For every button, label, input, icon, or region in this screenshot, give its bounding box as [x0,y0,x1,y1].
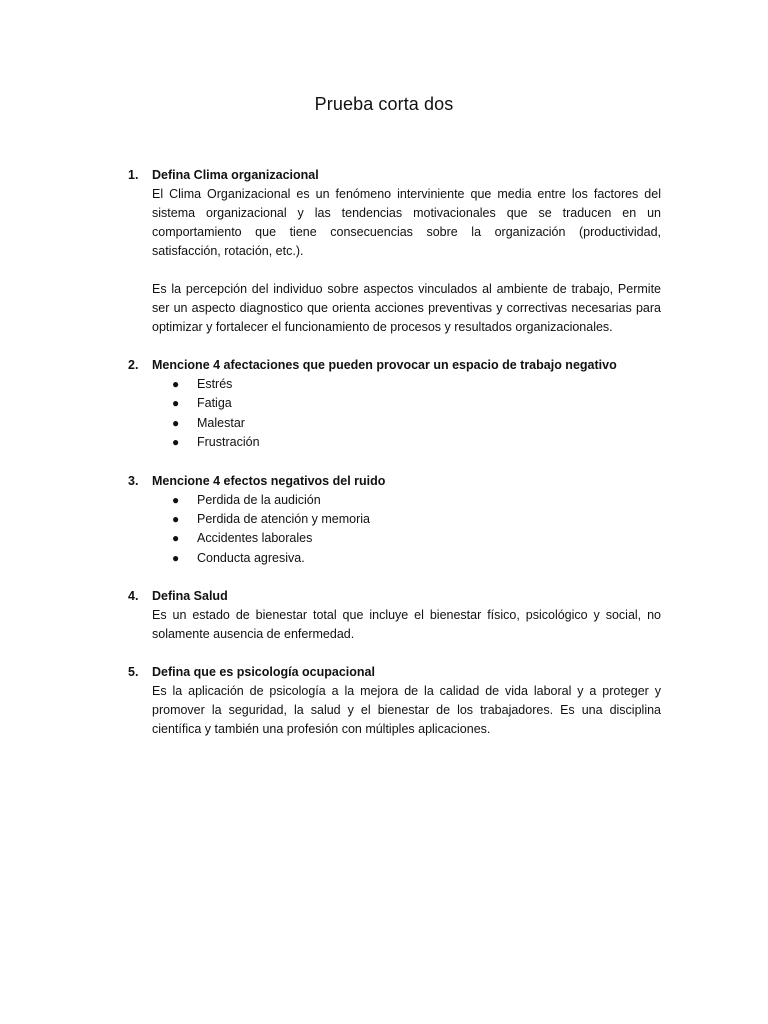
bullet-icon: ● [172,377,180,391]
answer-paragraph: Es la aplicación de psicología a la mejora de la calidad de vida laboral y a proteger y promover la seguridad, la salud y el bienestar de los trabajadores. Es una disciplina científica y también una profesión con múltiples aplicaciones. [152,684,661,737]
answer-paragraph: El Clima Organizacional es un fenómeno interviniente que media entre los factores del sistema organizacional y las tendencias motivacionales que se traducen en un comportamiento que tiene consecuencias sobre la organización (productividad, satisfacción, rotación, etc.). [152,187,661,258]
list-item-text: Perdida de atención y memoria [197,512,371,527]
list-item-text: Frustración [197,435,260,450]
question-number: 2. [128,358,139,372]
question-list [128,166,661,758]
answer-bullet-list [152,375,661,453]
list-item [152,549,661,568]
question-3 [128,472,661,569]
answer-paragraph: Es la percepción del individuo sobre aspectos vinculados al ambiente de trabajo, Permite ser un aspecto diagnostico que orienta acciones preventivas y correctivas necesarias para optimizar y fortalecer el funcionamiento de procesos y resultados organizacionales. [152,282,661,334]
list-item-text: Accidentes laborales [197,531,313,546]
answer-bullet-list [152,491,661,569]
list-item-text: Conducta agresiva. [197,550,305,565]
list-item-text: Estrés [197,377,233,391]
list-item [152,529,661,548]
question-1 [128,166,661,337]
answer-paragraph: Es un estado de bienestar total que incluye el bienestar físico, psicológico y social, no solamente ausencia de enfermedad. [152,608,661,642]
question-title: Defina Clima organizacional [152,168,319,182]
list-item [152,394,661,413]
question-2 [128,356,661,453]
question-number: 5. [128,665,139,680]
question-title: Defina Salud [152,589,228,604]
list-item [152,375,661,394]
question-5 [128,663,661,739]
question-title: Mencione 4 efectos negativos del ruido [152,473,386,488]
bullet-icon: ● [172,415,180,430]
question-title: Defina que es psicología ocupacional [152,665,375,680]
list-item [152,510,661,529]
bullet-icon: ● [172,550,180,565]
question-number: 1. [128,168,139,182]
question-title: Mencione 4 afectaciones que pueden provocar un espacio de trabajo negativo [152,358,617,372]
list-item-text: Fatiga [197,396,232,411]
list-item-text: Perdida de la audición [197,492,321,507]
bullet-icon: ● [172,492,180,507]
list-item [152,491,661,510]
bullet-icon: ● [172,435,180,450]
bullet-icon: ● [172,531,180,546]
list-item-text: Malestar [197,415,245,430]
bullet-icon: ● [172,512,180,527]
question-number: 4. [128,589,139,604]
question-4 [128,587,661,644]
bullet-icon: ● [172,396,180,411]
question-number: 3. [128,473,139,488]
list-item [152,414,661,433]
list-item [152,433,661,452]
page-title: Prueba corta dos [314,94,454,114]
